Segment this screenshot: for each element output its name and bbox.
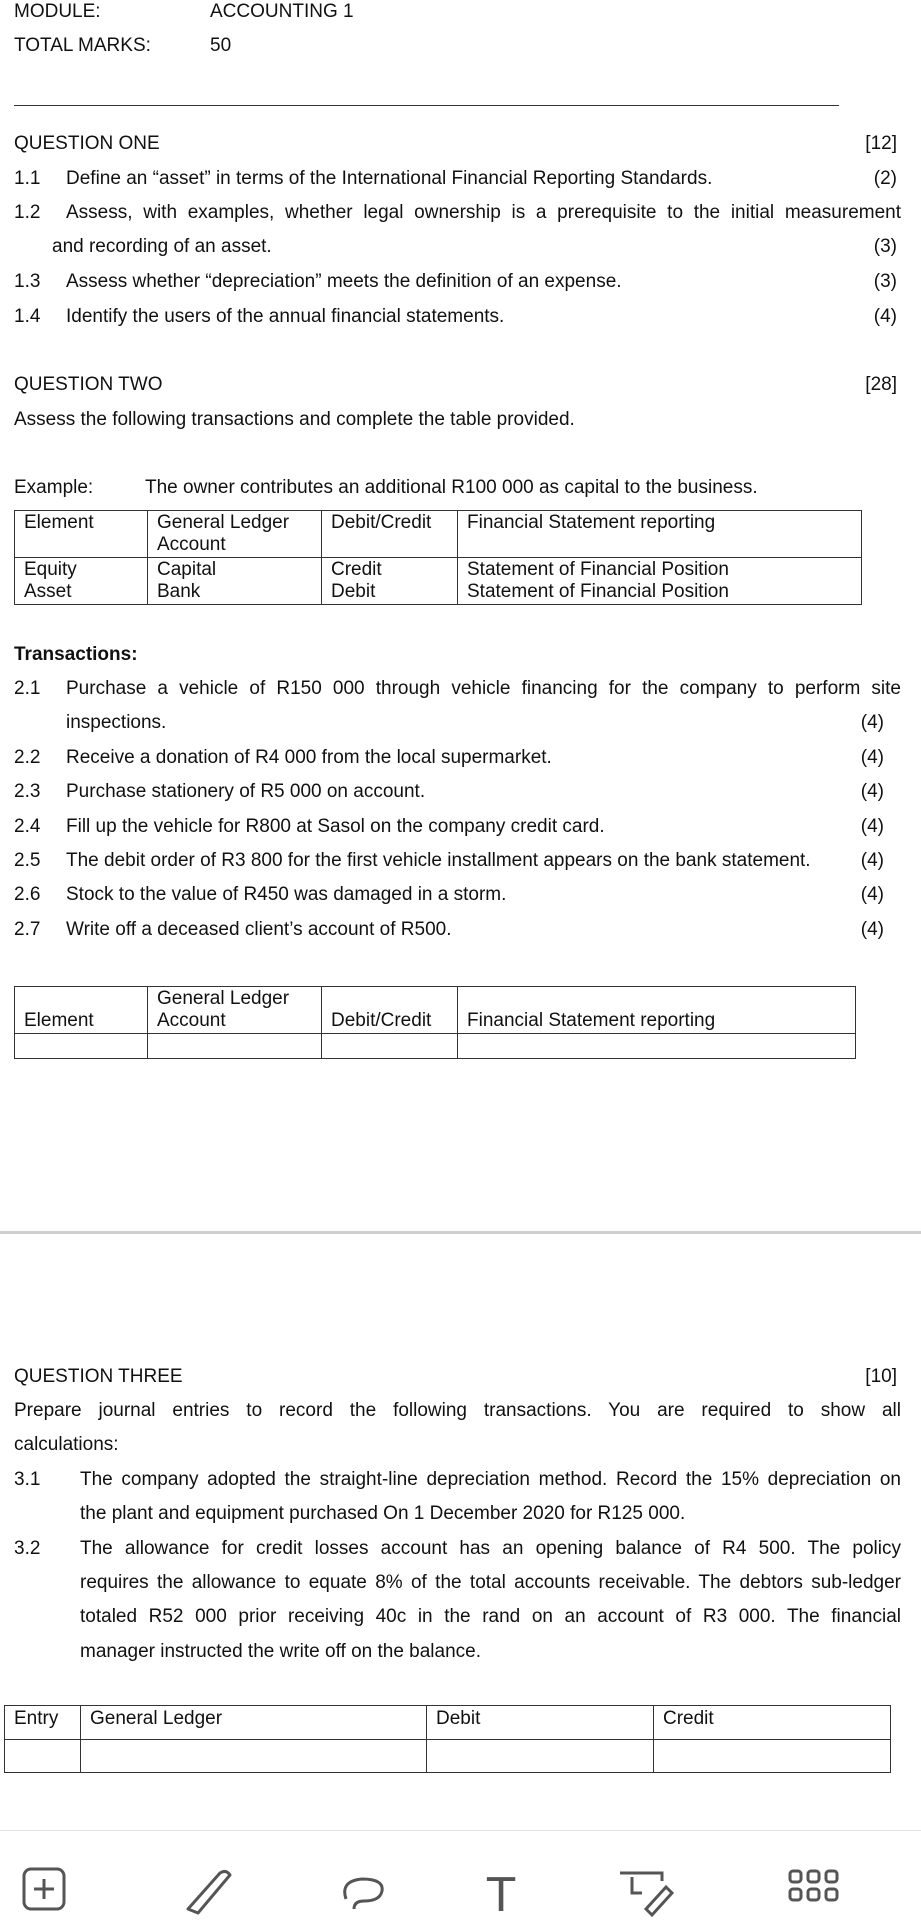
item-text: Define an “asset” in terms of the International Financial Reporting Standards. (66, 168, 713, 189)
question-one-total: [12] (865, 133, 897, 154)
table-header-cell: Financial Statement reporting (458, 987, 856, 1034)
lasso-icon[interactable] (332, 1859, 394, 1921)
table-cell: Statement of Financial Position Statement of Financial Position (458, 558, 862, 605)
text-tool-label: T (486, 1868, 516, 1921)
table-header-cell: General Ledger Account (148, 511, 322, 558)
table-cell: Credit Debit (322, 558, 458, 605)
item-number: 2.2 (14, 747, 41, 768)
item-text: Purchase stationery of R5 000 on account. (66, 781, 426, 802)
question-three-intro: Prepare journal entries to record the following transactions. You are required to show all (14, 1400, 901, 1421)
item-text: Identify the users of the annual financial statements. (66, 306, 505, 327)
journal-table (4, 1705, 891, 1773)
item-number: 2.7 (14, 919, 41, 940)
add-icon[interactable] (16, 1859, 78, 1921)
question-two-intro: Assess the following transactions and complete the table provided. (14, 409, 575, 430)
table-row (5, 1740, 891, 1773)
item-marks: (4) (860, 919, 884, 940)
header-divider (14, 105, 839, 106)
item-text: Purchase a vehicle of R150 000 through vehicle financing for the company to perform site (66, 678, 901, 699)
table-header-row (15, 511, 862, 558)
item-text: totaled R52 000 prior receiving 40c in the rand on an account of R3 000. The financial (80, 1606, 901, 1627)
item-marks: (2) (873, 168, 897, 189)
item-number: 2.1 (14, 678, 41, 699)
item-marks: (4) (860, 850, 884, 871)
question-three-intro-continued: calculations: (14, 1434, 119, 1455)
table-cell[interactable] (458, 1034, 856, 1059)
annotation-toolbar (0, 1830, 921, 1921)
item-text: manager instructed the write off on the balance. (80, 1641, 482, 1662)
answer-table (14, 986, 856, 1059)
table-row (15, 558, 862, 605)
highlighter-icon[interactable] (612, 1859, 674, 1921)
module-value: ACCOUNTING 1 (210, 1, 354, 22)
item-marks: (4) (860, 712, 884, 733)
item-number: 2.3 (14, 781, 41, 802)
item-number: 3.2 (14, 1538, 41, 1559)
item-marks: (4) (860, 781, 884, 802)
item-marks: (4) (873, 306, 897, 327)
table-row (15, 1034, 856, 1059)
table-header-row (5, 1706, 891, 1740)
total-marks-value: 50 (210, 35, 232, 56)
item-text-continued: and recording of an asset. (52, 236, 272, 257)
table-cell[interactable] (148, 1034, 322, 1059)
table-header-row (15, 987, 856, 1034)
table-cell[interactable] (654, 1740, 891, 1773)
example-label: Example: (14, 477, 94, 498)
table-header-cell: General Ledger Account (148, 987, 322, 1034)
table-header-cell: Debit/Credit (322, 987, 458, 1034)
item-text: The allowance for credit losses account has an opening balance of R4 500. The policy (80, 1538, 901, 1559)
item-text: Write off a deceased client’s account of R500. (66, 919, 452, 940)
table-header-cell: Financial Statement reporting (458, 511, 862, 558)
question-two-total: [28] (865, 374, 897, 395)
item-marks: (4) (860, 747, 884, 768)
item-text: Receive a donation of R4 000 from the local supermarket. (66, 747, 552, 768)
pen-icon[interactable] (178, 1859, 240, 1921)
item-number: 1.2 (14, 202, 41, 223)
table-cell[interactable] (322, 1034, 458, 1059)
item-text-continued: inspections. (66, 712, 167, 733)
item-text: Stock to the value of R450 was damaged in a storm. (66, 884, 507, 905)
table-cell: Capital Bank (148, 558, 322, 605)
table-header-cell: Debit/Credit (322, 511, 458, 558)
text-icon[interactable] (470, 1859, 532, 1921)
item-marks: (3) (873, 271, 897, 292)
question-two-title: QUESTION TWO (14, 374, 163, 395)
table-header-cell: Debit (427, 1706, 654, 1740)
item-number: 2.4 (14, 816, 41, 837)
item-number: 1.3 (14, 271, 41, 292)
item-number: 1.1 (14, 168, 41, 189)
item-marks: (3) (873, 236, 897, 257)
example-text: The owner contributes an additional R100 000 as capital to the business. (145, 477, 758, 498)
item-text: Fill up the vehicle for R800 at Sasol on the company credit card. (66, 816, 605, 837)
table-cell[interactable] (5, 1740, 81, 1773)
table-header-cell: General Ledger (81, 1706, 427, 1740)
question-three-total: [10] (865, 1366, 897, 1387)
table-cell: Equity Asset (15, 558, 148, 605)
table-cell[interactable] (81, 1740, 427, 1773)
table-cell[interactable] (15, 1034, 148, 1059)
more-grid-icon[interactable] (784, 1859, 846, 1921)
item-text: The debit order of R3 800 for the first vehicle installment appears on the bank statement. (66, 850, 811, 871)
table-header-cell: Credit (654, 1706, 891, 1740)
item-number: 2.5 (14, 850, 41, 871)
item-marks: (4) (860, 884, 884, 905)
item-text: Assess, with examples, whether legal ownership is a prerequisite to the initial measurement (66, 202, 901, 223)
item-number: 3.1 (14, 1469, 41, 1490)
page-separator (0, 1231, 921, 1234)
item-number: 1.4 (14, 306, 41, 327)
table-header-cell: Entry (5, 1706, 81, 1740)
transactions-label: Transactions: (14, 644, 138, 665)
question-three-title: QUESTION THREE (14, 1366, 183, 1387)
module-label: MODULE: (14, 1, 101, 22)
item-number: 2.6 (14, 884, 41, 905)
item-text: The company adopted the straight-line depreciation method. Record the 15% depreciation on (80, 1469, 901, 1490)
example-table (14, 510, 862, 605)
table-cell[interactable] (427, 1740, 654, 1773)
table-header-cell: Element (15, 511, 148, 558)
item-text: the plant and equipment purchased On 1 December 2020 for R125 000. (80, 1503, 686, 1524)
item-text: Assess whether “depreciation” meets the definition of an expense. (66, 271, 622, 292)
question-one-title: QUESTION ONE (14, 133, 160, 154)
item-text: requires the allowance to equate 8% of the total accounts receivable. The debtors sub-ledger (80, 1572, 901, 1593)
table-header-cell: Element (15, 987, 148, 1034)
total-marks-label: TOTAL MARKS: (14, 35, 151, 56)
item-marks: (4) (860, 816, 884, 837)
